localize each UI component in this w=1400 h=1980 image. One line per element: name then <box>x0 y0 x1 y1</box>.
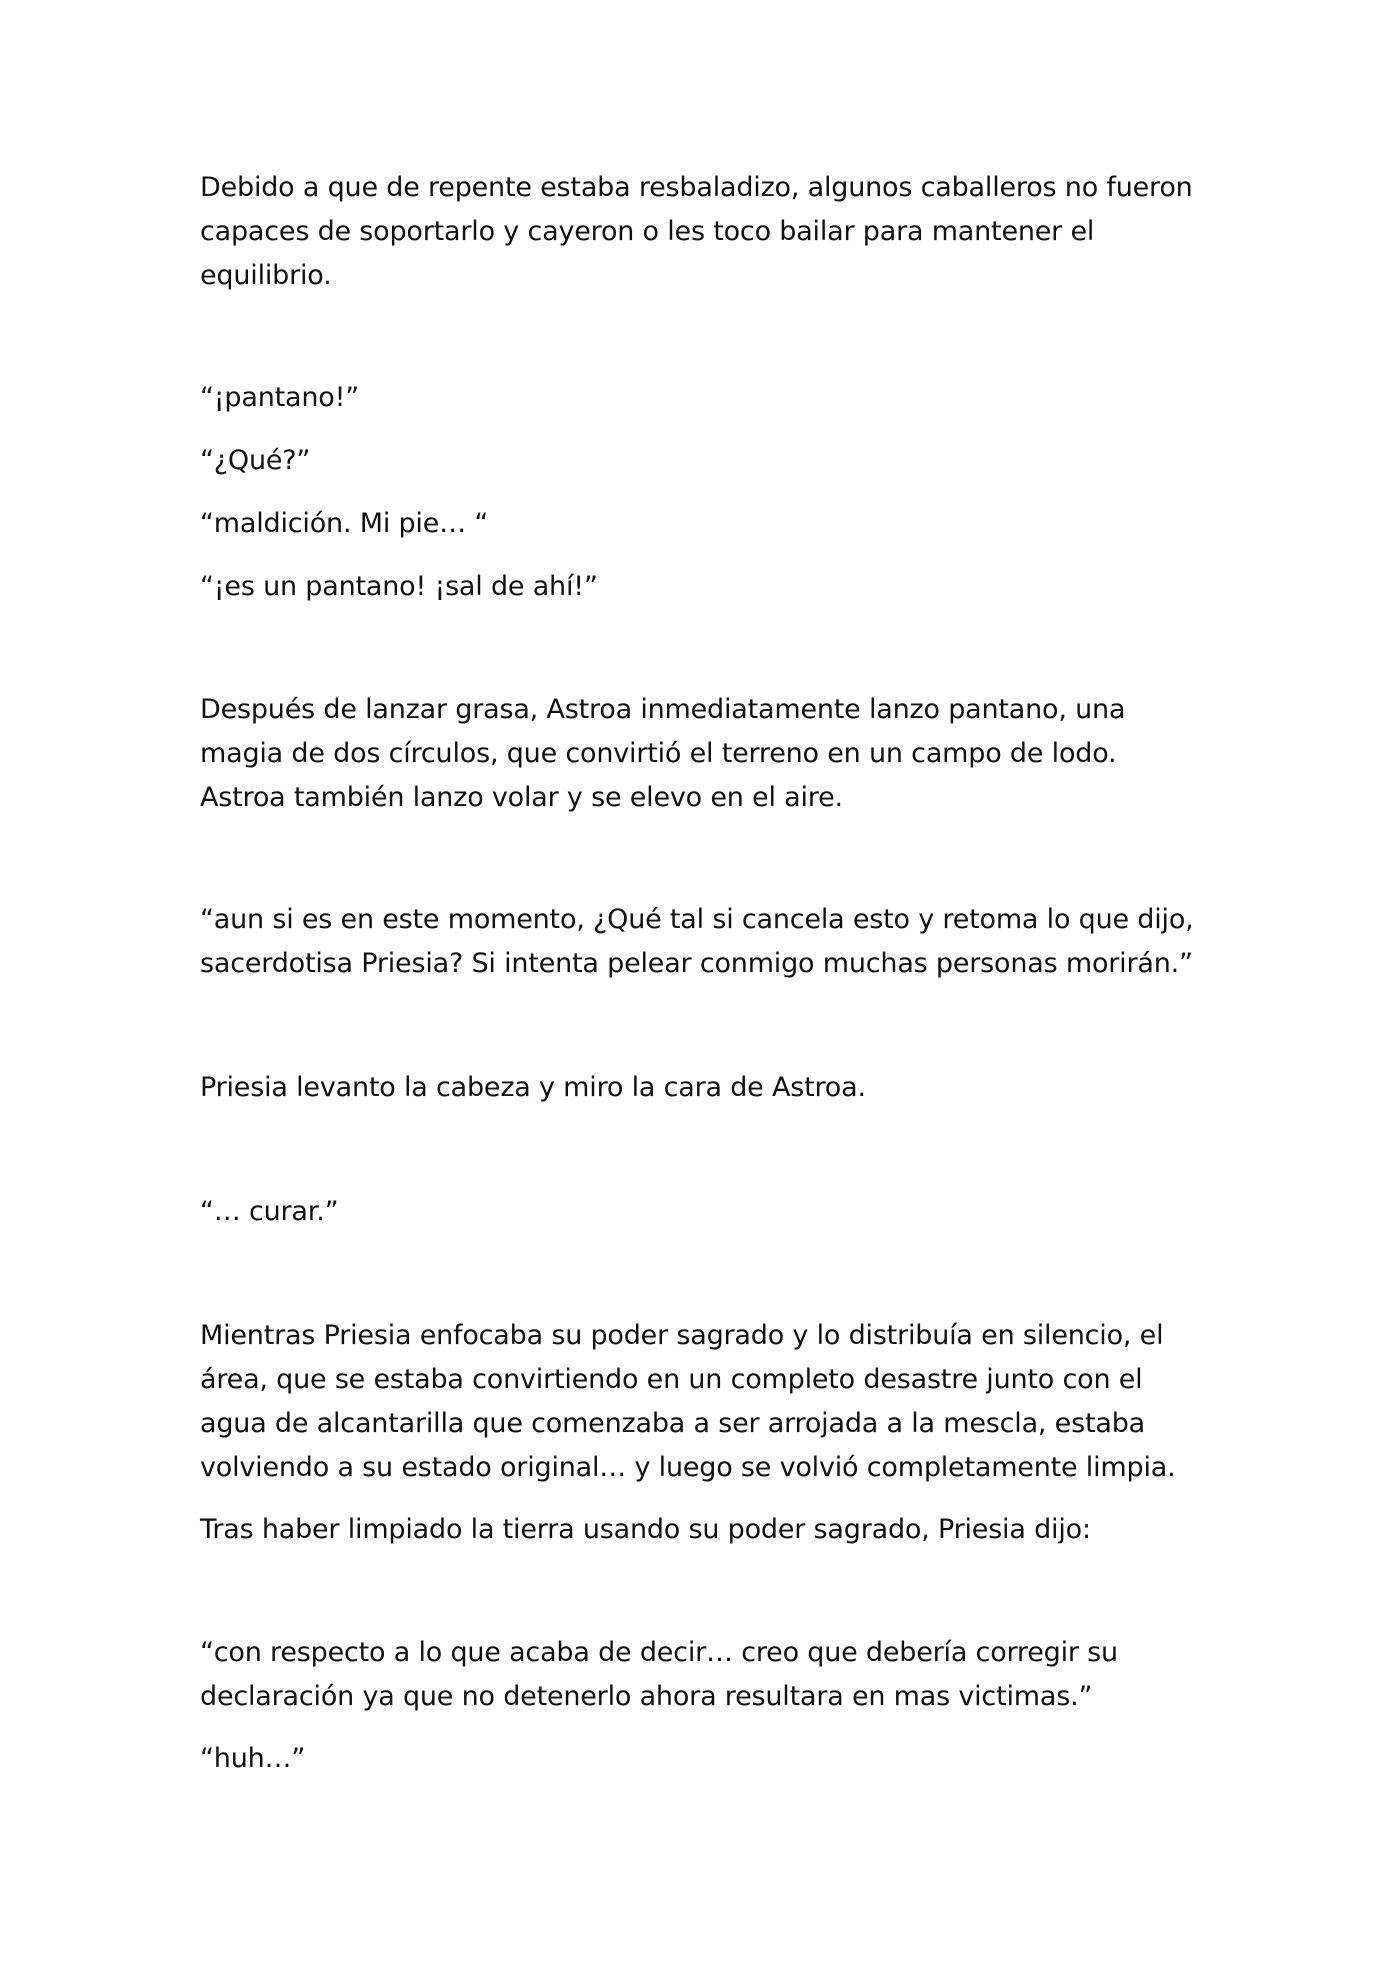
dialogue-astroa-warning: “aun si es en este momento, ¿Qué tal si cancela esto y retoma lo que dijo, sacerdotisa Priesia? Si intenta pelear conmigo muchas personas morirán.” <box>200 904 1194 979</box>
dialogue-es-un-pantano: “¡es un pantano! ¡sal de ahí!” <box>200 571 598 602</box>
dialogue-huh: “huh…” <box>200 1743 306 1774</box>
paragraph-priesia-cleans: Mientras Priesia enfocaba su poder sagrado y lo distribuía en silencio, el área, que se estaba convirtiendo en un completo desastre junto con el agua de alcantarilla que comenzaba a ser arrojada a la mescla, estaba volviendo a su estado original… y luego se volvió completamente limpia. <box>200 1320 1176 1483</box>
paragraph-knights-slipping: Debido a que de repente estaba resbaladizo, algunos caballeros no fueron capaces de soportarlo y cayeron o les toco bailar para mantener el equilibrio. <box>200 172 1193 291</box>
dialogue-curar: “… curar.” <box>200 1196 339 1227</box>
paragraph-priesia-looks: Priesia levanto la cabeza y miro la cara de Astroa. <box>200 1072 866 1103</box>
dialogue-pantano: “¡pantano!” <box>200 382 359 413</box>
dialogue-maldicion: “maldición. Mi pie… “ <box>200 508 489 539</box>
paragraph-priesia-said: Tras haber limpiado la tierra usando su poder sagrado, Priesia dijo: <box>200 1514 1091 1545</box>
dialogue-priesia-reply: “con respecto a lo que acaba de decir… creo que debería corregir su declaración ya que no detenerlo ahora resultara en mas victimas.” <box>200 1637 1118 1712</box>
dialogue-que: “¿Qué?” <box>200 445 311 476</box>
paragraph-astroa-casts: Después de lanzar grasa, Astroa inmediatamente lanzo pantano, una magia de dos círculos, que convirtió el terreno en un campo de lodo. Astroa también lanzo volar y se elevo en el aire. <box>200 694 1126 813</box>
